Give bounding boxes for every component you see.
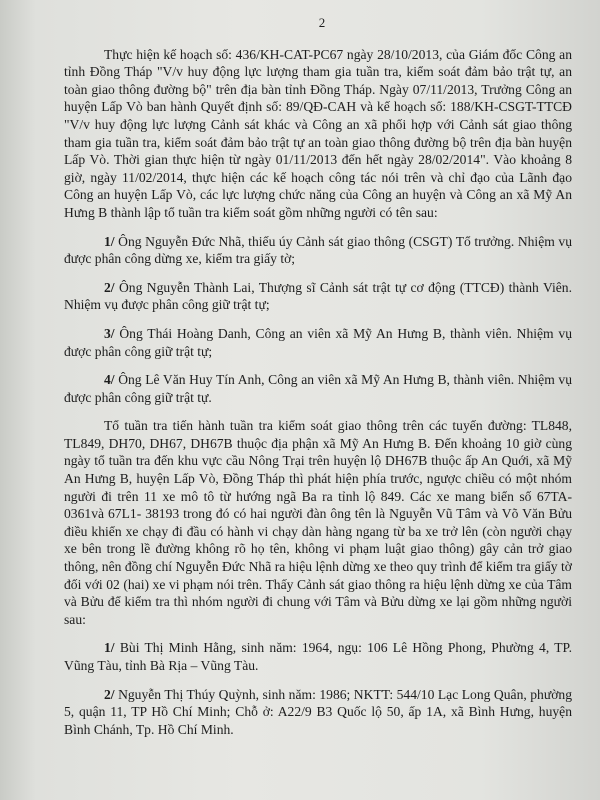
person-1-number: 1/ bbox=[104, 640, 115, 656]
member-4-number: 4/ bbox=[104, 372, 115, 388]
person-2-number: 2/ bbox=[104, 686, 115, 702]
member-2-number: 2/ bbox=[104, 279, 115, 295]
member-3-text: Ông Thái Hoàng Danh, Công an viên xã Mỹ An Hưng B, thành viên. Nhiệm vụ được phân công giữ trật tự; bbox=[64, 325, 572, 359]
member-4-text: Ông Lê Văn Huy Tín Anh, Công an viên xã Mỹ An Hưng B, thành viên. Nhiệm vụ được phân công giữ trật tự. bbox=[64, 372, 572, 405]
person-1 bbox=[64, 639, 572, 674]
team-member-4 bbox=[64, 371, 572, 406]
person-2 bbox=[64, 686, 572, 739]
member-2-text: Ông Nguyễn Thành Lai, Thượng sĩ Cảnh sát trật tự cơ động (TTCĐ) thành Viên. Nhiệm vụ được phân công giữ trật tự; bbox=[64, 279, 572, 313]
team-member-2 bbox=[64, 279, 572, 314]
member-3-number: 3/ bbox=[104, 325, 115, 341]
intro-paragraph: Thực hiện kế hoạch số: 436/KH-CAT-PC67 ngày 28/10/2013, của Giám đốc Công an tỉnh Đồng Tháp "V/v huy động lực lượng tham gia tuần tra, kiểm soát đảm bảo trật tự, an toàn giao thông đường bộ" trên địa bàn tỉnh Đồng Tháp. Ngày 07/11/2013, Trưởng Công an huyện Lấp Vò ban hành Quyết định số: 89/QĐ-CAH và kế hoạch số: 188/KH-CSGT-TTCĐ "V/v huy động lực lượng Cảnh sát khác và Công an xã phối hợp với Cảnh sát giao thông tham gia tuần tra, kiểm soát đảm bảo trật tự an toàn giao thông đường bộ trên địa bàn huyện Lấp Vò. Thời gian thực hiện từ ngày 01/11/2013 đến hết ngày 28/02/2014". Vào khoảng 8 giờ, ngày 11/02/2014, thực hiện các kế hoạch công tác nói trên và chỉ đạo của Lãnh đạo Công an huyện Lấp Vò, các lực lượng chức năng của Công an huyện và Công an xã Mỹ An Hưng B thành lập tổ tuần tra kiểm soát gồm những người có tên sau: bbox=[64, 46, 572, 220]
page-number: 2 bbox=[318, 15, 326, 30]
team-member-3 bbox=[64, 325, 572, 360]
person-1-text: Bùi Thị Minh Hằng, sinh năm: 1964, ngụ: 106 Lê Hồng Phong, Phường 4, TP. Vũng Tàu, tỉnh Bà Rịa – Vũng Tàu. bbox=[64, 640, 572, 673]
member-1-number: 1/ bbox=[104, 233, 115, 249]
patrol-paragraph: Tổ tuần tra tiến hành tuần tra kiểm soát giao thông trên các tuyến đường: TL848, TL849, DH70, DH67, DH67B thuộc địa phận xã Mỹ An Hưng B. Đến khoảng 10 giờ cùng ngày tổ tuần tra đến khu vực cầu Nông Trại trên huyện lộ DH67B thuộc ấp An Quới, xã Mỹ An Hưng B, huyện Lấp Vò, Đồng Tháp thì phát hiện phía trước, ngược chiều có một nhóm người đi trên 11 xe mô tô từ hướng ngã Ba ra tỉnh lộ 849. Các xe mang biển số 67TA- 0361và 67L1- 38193 trong đó có hai người đàn ông tên là Nguyễn Vũ Tâm và Võ Văn Bửu điều khiển xe chạy đi đầu có hành vi chạy dàn hàng ngang từ ba xe trở lên (còn người chạy xe bên trong lề đường không rõ họ tên, không vi phạm luật giao thông) gây cản trở giao thông, nên đồng chí Nguyễn Đức Nhã ra hiệu lệnh dừng xe theo quy trình để kiểm tra giấy tờ đối với 02 (hai) xe vi phạm nói trên. Thấy Cảnh sát giao thông ra hiệu lệnh dừng xe của Tâm và Bửu để kiểm tra thì nhóm người đi chung với Tâm và Bửu dừng xe lại gồm những người sau: bbox=[64, 418, 572, 627]
person-2-text: Nguyễn Thị Thúy Quỳnh, sinh năm: 1986; NKTT: 544/10 Lạc Long Quân, phường 5, quận 11, TP Hồ Chí Minh; Chỗ ở: A22/9 B3 Quốc lộ 50, ấp 1A, xã Bình Hưng, huyện Bình Chánh, Tp. Hồ Chí Minh. bbox=[64, 686, 572, 737]
member-1-text: Ông Nguyễn Đức Nhã, thiếu úy Cảnh sát giao thông (CSGT) Tổ trưởng. Nhiệm vụ được phân công dừng xe, kiểm tra giấy tờ; bbox=[64, 233, 572, 267]
team-member-1 bbox=[64, 233, 572, 268]
